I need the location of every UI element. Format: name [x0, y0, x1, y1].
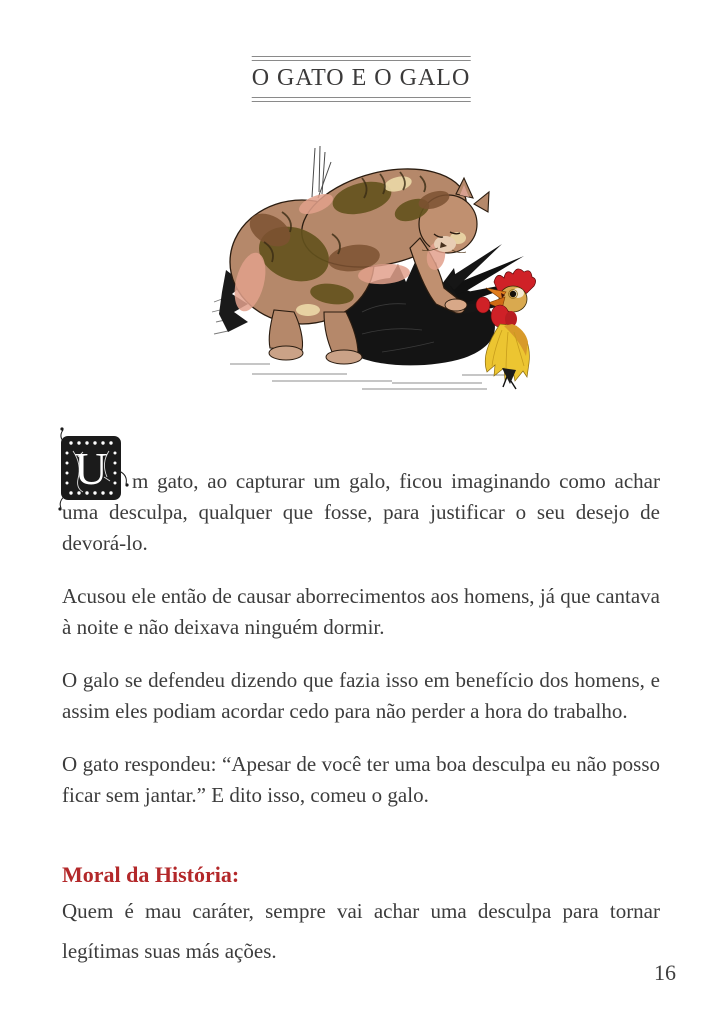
paragraph-1-text: m gato, ao capturar um galo, ficou imaginando como achar uma desculpa, qualquer que fosse, para justificar o seu desejo de devorá-lo.	[62, 469, 660, 555]
moral-heading: Moral da História:	[62, 862, 240, 887]
dropcap-letter: U	[74, 443, 108, 494]
story-text	[62, 443, 660, 971]
title-bottom-rule	[252, 97, 471, 102]
paragraph-1	[62, 443, 660, 559]
ornate-initial-u-icon	[60, 435, 122, 501]
paragraph-3: O galo se defendeu dizendo que fazia isso em benefício dos homens, e assim eles podiam acordar cedo para não perder a hora do trabalho.	[62, 668, 660, 723]
paragraph-4: O gato respondeu: “Apesar de você ter uma boa desculpa eu não posso ficar sem jantar.” E dito isso, comeu o galo.	[62, 752, 660, 807]
title-block	[240, 56, 483, 102]
page-number: 16	[654, 960, 676, 985]
story-illustration	[212, 142, 544, 394]
grass-stalks	[312, 146, 331, 198]
ground-hatching	[230, 364, 517, 389]
page-title: O GATO E O GALO	[251, 65, 471, 91]
dropcap-initial	[60, 435, 122, 501]
paragraph-2: Acusou ele então de causar aborrecimentos aos homens, já que cantava à noite e não deixava ninguém dormir.	[62, 584, 660, 639]
moral-text: Quem é mau caráter, sempre vai achar uma desculpa para tornar legítimas suas más ações.	[62, 899, 660, 963]
title-top-rule	[252, 56, 471, 61]
cat-and-rooster-illustration	[212, 142, 544, 394]
